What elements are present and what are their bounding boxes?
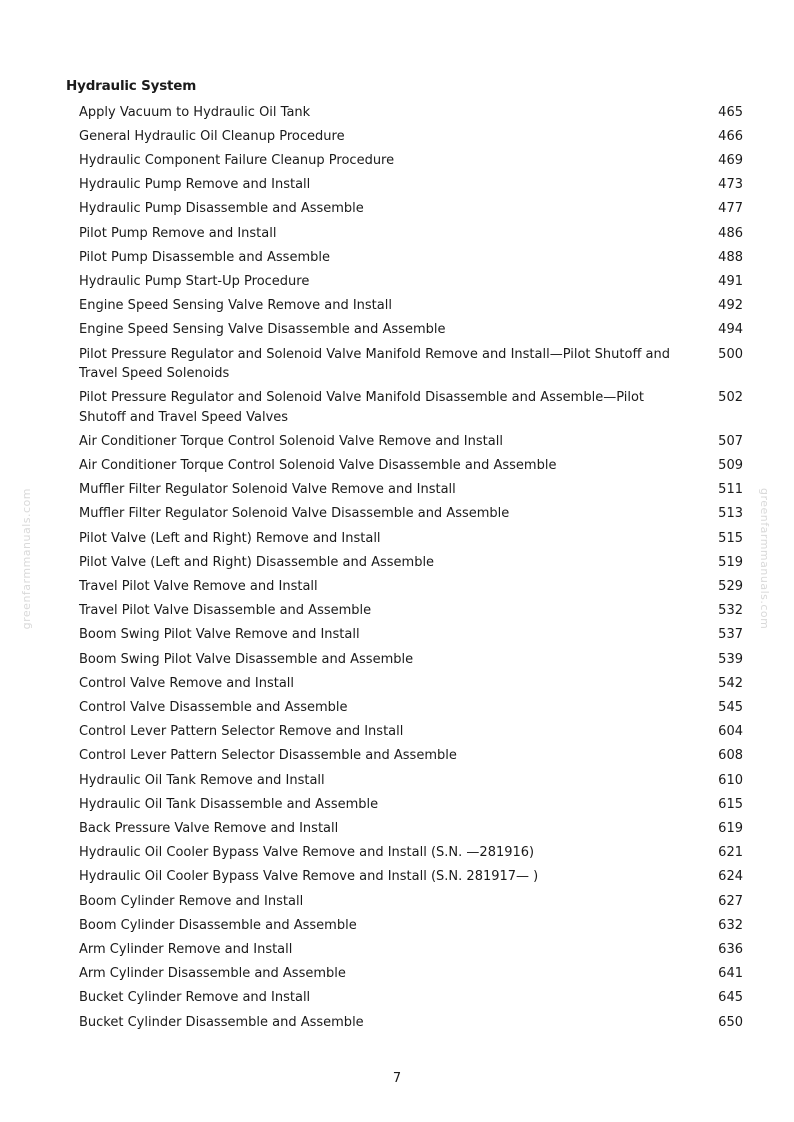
toc-entry-page-number[interactable]: 486 [718,225,743,241]
toc-entry[interactable] [79,986,743,1010]
toc-entry-title[interactable]: Bucket Cylinder Disassemble and Assemble [79,1014,364,1030]
toc-entry-title[interactable]: Hydraulic Oil Tank Remove and Install [79,772,325,788]
toc-entry-title[interactable]: Hydraulic Pump Disassemble and Assemble [79,201,364,217]
toc-entry[interactable] [79,294,743,318]
page-number: 7 [392,1071,402,1086]
toc-entry-page-number[interactable]: 545 [718,699,743,715]
toc-entry-title[interactable]: Muffler Filter Regulator Solenoid Valve Disassemble and Assemble [79,506,510,522]
section-title: Hydraulic System [66,78,197,94]
toc-entry-page-number[interactable]: 619 [718,821,743,836]
toc-entry-title[interactable]: Muffler Filter Regulator Solenoid Valve Remove and Install [79,482,456,498]
toc-entry-title[interactable]: Pilot Valve (Left and Right) Remove and Install [79,530,381,546]
toc-entry[interactable] [79,768,743,792]
toc-entry-page-number[interactable]: 491 [718,273,743,289]
toc-entry-title[interactable]: Hydraulic Component Failure Cleanup Procedure [79,152,395,168]
toc-entry[interactable] [79,342,743,386]
toc-entry-title[interactable]: Engine Speed Sensing Valve Remove and Install [79,298,392,314]
toc-entry-title[interactable]: Apply Vacuum to Hydraulic Oil Tank [79,104,311,120]
toc-entry-title[interactable]: Bucket Cylinder Remove and Install [79,990,311,1006]
toc-entry[interactable] [79,744,743,768]
toc-entry[interactable] [79,318,743,342]
toc-entry-page-number[interactable]: 519 [718,554,743,570]
toc-entry-page-number[interactable]: 621 [718,845,743,861]
toc-entry[interactable] [79,938,743,962]
toc-entry-page-number[interactable]: 492 [718,298,743,314]
toc-entry-title[interactable]: Hydraulic Oil Tank Disassemble and Assemble [79,796,379,812]
toc-entry[interactable] [79,197,743,221]
toc-entry[interactable] [79,269,743,293]
toc-entry[interactable] [79,574,743,598]
toc-entry-page-number[interactable]: 532 [718,603,743,619]
toc-entry-page-number[interactable]: 515 [718,530,743,546]
toc-entry-page-number[interactable]: 608 [718,748,743,764]
toc-entry-title[interactable]: Hydraulic Oil Cooler Bypass Valve Remove and Install (S.N. —281916) [79,845,535,861]
toc-entry-page-number[interactable]: 537 [718,627,743,643]
toc-entry[interactable] [79,429,743,453]
toc-entry-title[interactable]: Control Lever Pattern Selector Remove and Install [79,724,404,740]
toc-entry[interactable] [79,124,743,148]
toc-entry-page-number[interactable]: 539 [718,651,743,667]
toc-entry-page-number[interactable]: 627 [718,893,743,909]
toc-entry-title[interactable]: Pilot Pump Disassemble and Assemble [79,249,330,265]
toc-entry[interactable] [79,100,743,124]
toc-entry-page-number[interactable]: 650 [718,1014,743,1030]
toc-entry[interactable] [79,841,743,865]
toc-entry-page-number[interactable]: 529 [718,578,743,594]
toc-entry-title[interactable]: Air Conditioner Torque Control Solenoid Valve Disassemble and Assemble [79,457,557,473]
toc-entry-title[interactable]: Control Valve Remove and Install [79,675,295,691]
toc-entry-title[interactable]: Pilot Pressure Regulator and Solenoid Valve Manifold Disassemble and Assemble—Pilot Shutoff and Travel Speed Valves [79,390,645,425]
watermark-right: greenfarmmanuals.com [758,488,771,630]
toc-entry-title[interactable]: Back Pressure Valve Remove and Install [79,821,339,836]
toc-entry-page-number[interactable]: 604 [718,724,743,740]
toc-entry-page-number[interactable]: 507 [718,433,743,449]
toc-entry-title[interactable]: Arm Cylinder Disassemble and Assemble [79,966,346,982]
toc-entry-page-number[interactable]: 511 [718,482,743,498]
toc-entry-title[interactable]: Boom Cylinder Remove and Install [79,893,304,909]
toc-entry-title[interactable]: Arm Cylinder Remove and Install [79,942,293,958]
toc-entry-page-number[interactable]: 465 [718,104,743,120]
toc-entry-title[interactable]: Pilot Pressure Regulator and Solenoid Valve Manifold Remove and Install—Pilot Shutoff and Travel Speed Solenoids [79,346,670,381]
toc-entry-page-number[interactable]: 469 [718,152,743,168]
toc-entry-title[interactable]: Boom Swing Pilot Valve Disassemble and Assemble [79,651,414,667]
toc-entry-title[interactable]: Pilot Pump Remove and Install [79,225,277,241]
toc-entry[interactable] [79,720,743,744]
toc-entry-page-number[interactable]: 509 [718,457,743,473]
toc-entry-page-number[interactable]: 502 [718,390,743,406]
toc-entry[interactable] [79,245,743,269]
toc-entry-title[interactable]: Boom Swing Pilot Valve Remove and Install [79,627,360,643]
toc-entry-page-number[interactable]: 636 [718,942,743,958]
toc-entry-title[interactable]: Hydraulic Pump Remove and Install [79,177,311,193]
toc-entry[interactable] [79,386,743,430]
toc-entry[interactable] [79,148,743,172]
toc-entry[interactable] [79,478,743,502]
toc-entry[interactable] [79,453,743,477]
toc-entry-title[interactable]: Travel Pilot Valve Disassemble and Assemble [79,603,372,619]
toc-entry-page-number[interactable]: 632 [718,917,743,933]
toc-entry[interactable] [79,962,743,986]
toc-entry-title[interactable]: Travel Pilot Valve Remove and Install [79,578,318,594]
toc-entry[interactable] [79,550,743,574]
toc-entry[interactable] [79,913,743,937]
toc-entry[interactable] [79,695,743,719]
toc-entry[interactable] [79,1010,743,1034]
toc-entry-page-number[interactable]: 624 [718,869,743,885]
toc-list [79,100,743,1034]
toc-entry-page-number[interactable]: 645 [718,990,743,1006]
toc-entry[interactable] [79,623,743,647]
toc-entry-title[interactable]: Boom Cylinder Disassemble and Assemble [79,917,357,933]
toc-entry-title[interactable]: Control Valve Disassemble and Assemble [79,699,348,715]
toc-entry-page-number[interactable]: 473 [718,177,743,193]
toc-entry-page-number[interactable]: 494 [718,322,743,338]
toc-entry-page-number[interactable]: 466 [718,128,743,144]
toc-entry-page-number[interactable]: 610 [718,772,743,788]
toc-entry[interactable] [79,889,743,913]
toc-entry[interactable] [79,865,743,889]
toc-entry[interactable] [79,817,743,841]
toc-entry[interactable] [79,671,743,695]
toc-entry-title[interactable]: General Hydraulic Oil Cleanup Procedure [79,128,345,144]
toc-entry-title[interactable]: Hydraulic Pump Start-Up Procedure [79,273,310,289]
toc-entry-page-number[interactable]: 615 [718,796,743,812]
toc-entry-title[interactable]: Engine Speed Sensing Valve Disassemble and Assemble [79,322,446,338]
toc-entry[interactable] [79,599,743,623]
toc-entry-title[interactable]: Hydraulic Oil Cooler Bypass Valve Remove and Install (S.N. 281917— ) [79,869,539,885]
toc-entry[interactable] [79,502,743,526]
toc-entry[interactable] [79,173,743,197]
toc-entry-page-number[interactable]: 513 [718,506,743,522]
toc-entry-page-number[interactable]: 488 [718,249,743,265]
toc-entry-page-number[interactable]: 477 [718,201,743,217]
toc-entry-page-number[interactable]: 641 [718,966,743,982]
toc-entry-title[interactable]: Air Conditioner Torque Control Solenoid Valve Remove and Install [79,433,503,449]
toc-entry[interactable] [79,526,743,550]
toc-entry-title[interactable]: Pilot Valve (Left and Right) Disassemble and Assemble [79,554,435,570]
toc-entry-page-number[interactable]: 542 [718,675,743,691]
toc-entry-title[interactable]: Control Lever Pattern Selector Disassemble and Assemble [79,748,457,764]
toc-entry-page-number[interactable]: 500 [718,346,743,362]
toc-entry[interactable] [79,221,743,245]
watermark-left: greenfarmmanuals.com [20,488,33,630]
toc-entry[interactable] [79,792,743,816]
toc-entry[interactable] [79,647,743,671]
